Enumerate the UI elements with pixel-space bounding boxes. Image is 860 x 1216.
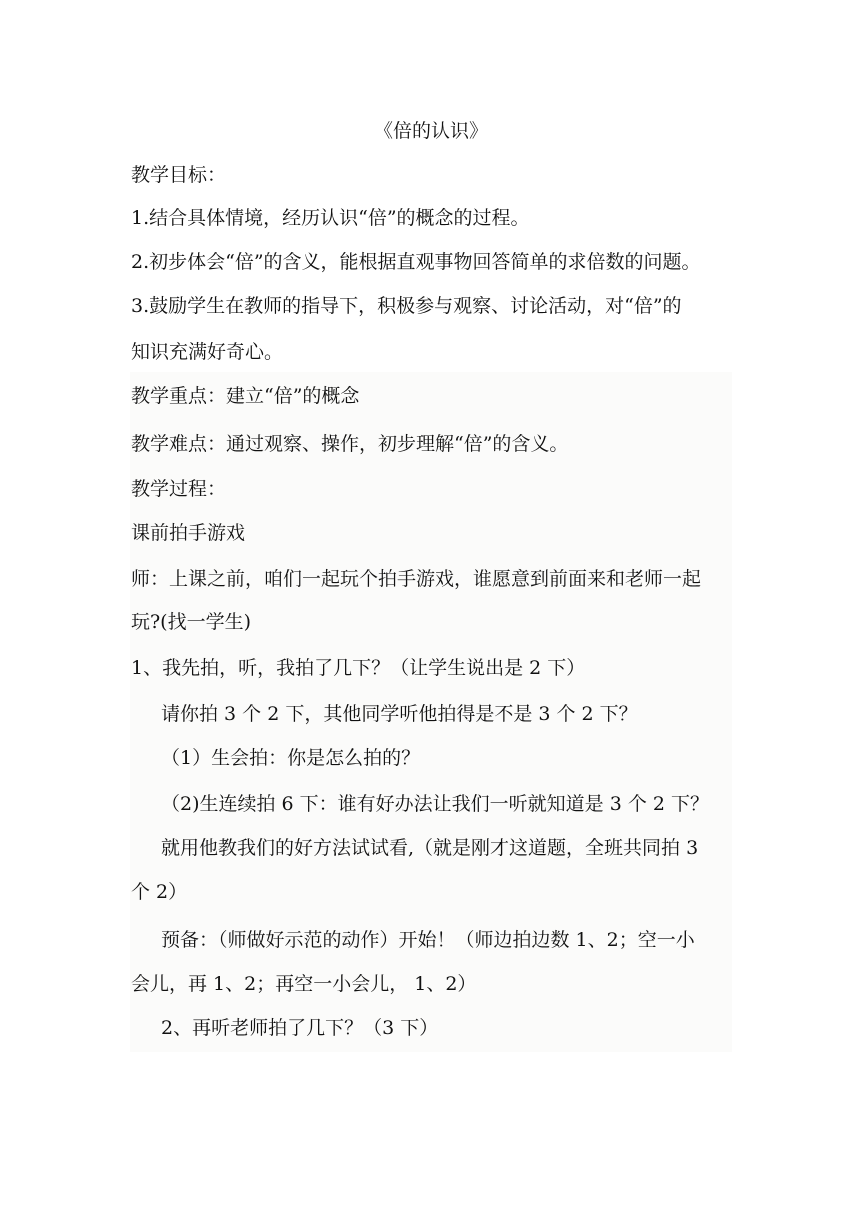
paragraph-line: 预备：（师做好示范的动作）开始！（师边拍边数 1、2；空一小: [161, 929, 695, 951]
paragraph-line: 1、我先拍，听，我拍了几下？（让学生说出是 2 下）: [131, 657, 586, 679]
paragraph-line: 3.鼓励学生在教师的指导下，积极参与观察、讨论活动，对“倍”的: [131, 295, 682, 317]
heading-key-point: 教学重点：建立“倍”的概念: [131, 385, 360, 407]
heading-teaching-goals: 教学目标：: [131, 164, 227, 186]
paragraph-line: 师：上课之前，咱们一起玩个拍手游戏，谁愿意到前面来和老师一起: [131, 568, 702, 590]
paragraph-line: 请你拍 3 个 2 下，其他同学听他拍得是不是 3 个 2 下？: [161, 703, 638, 725]
paragraph-line: （1）生会拍：你是怎么拍的？: [161, 747, 421, 769]
paragraph-line: 会儿，再 1、2；再空一小会儿， 1、2）: [131, 973, 477, 995]
heading-difficult-point: 教学难点：通过观察、操作，初步理解“倍”的含义。: [131, 433, 569, 455]
paragraph-line: 2、再听老师拍了几下？（3 下）: [161, 1017, 439, 1039]
paragraph-line: 课前拍手游戏: [131, 522, 246, 544]
paragraph-line: 玩?(找一学生): [131, 611, 252, 633]
paragraph-line: 就用他教我们的好方法试试看,（就是刚才这道题，全班共同拍 3: [161, 837, 699, 859]
paragraph-line: 个 2）: [131, 881, 188, 903]
paragraph-line: 1.结合具体情境，经历认识“倍”的概念的过程。: [131, 207, 530, 229]
paragraph-line: （2)生连续拍 6 下：谁有好办法让我们一听就知道是 3 个 2 下？: [161, 793, 710, 815]
paragraph-line: 2.初步体会“倍”的含义，能根据直观事物回答简单的求倍数的问题。: [131, 251, 701, 273]
paragraph-line: 知识充满好奇心。: [131, 341, 284, 363]
heading-teaching-process: 教学过程：: [131, 478, 227, 500]
document-title: 《倍的认识》: [373, 120, 488, 142]
